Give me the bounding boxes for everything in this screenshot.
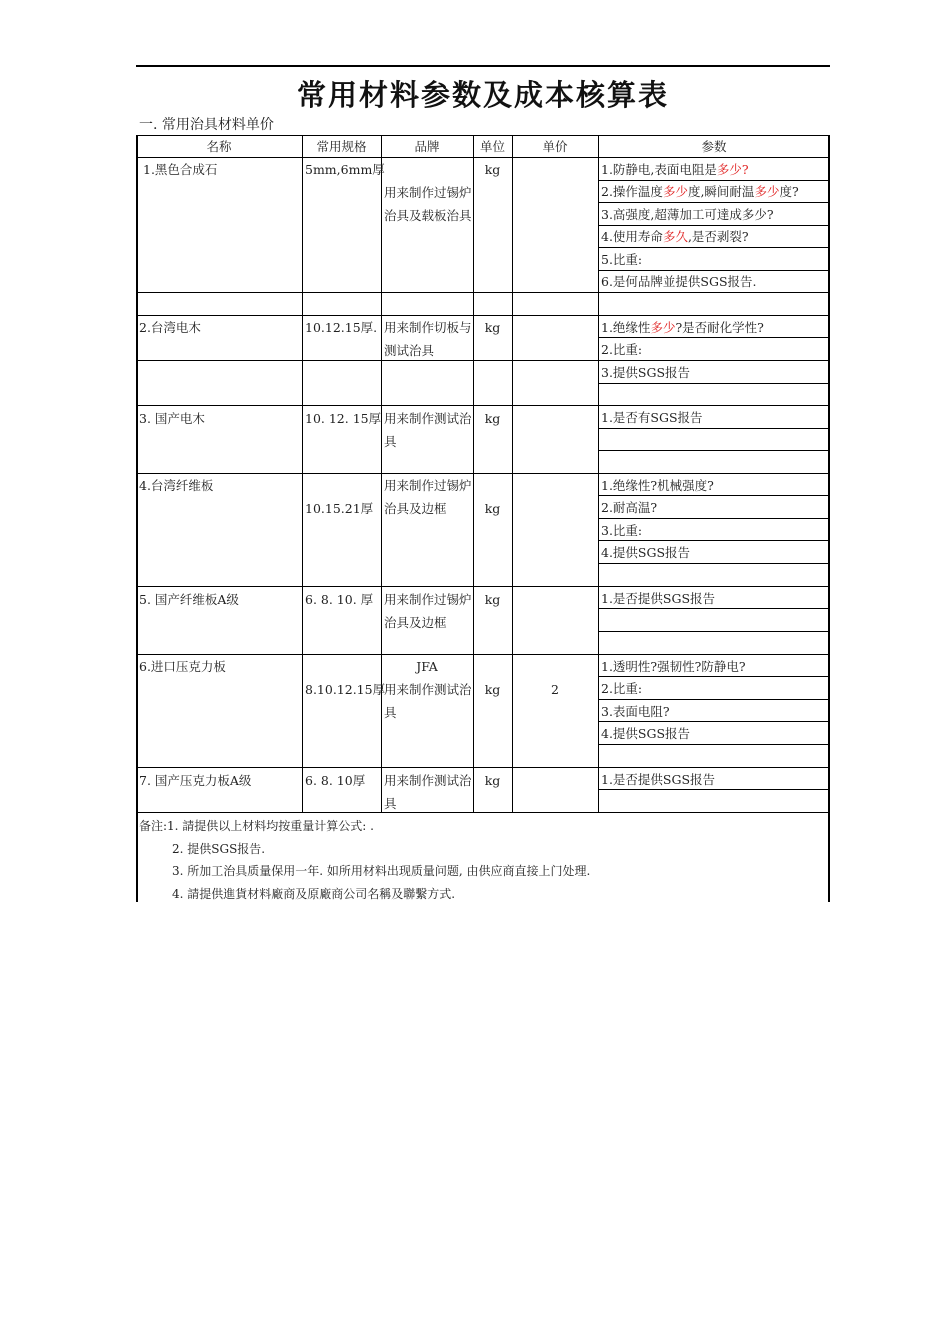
param-item: 2.比重: [601,681,643,696]
param-item: 4.提供SGS报告 [601,545,691,560]
material-brand: 用来制作测试治具 [384,773,472,811]
material-brand: 用来制作切板与测试治具 [384,320,472,358]
column-divider [512,135,513,812]
material-unit: kg [484,682,501,697]
column-divider [598,135,599,812]
material-unit: kg [484,411,501,426]
note-line: 4. 請提供進貨材料廠商及原廠商公司名稱及聯繫方式. [172,887,456,901]
header-name: 名称 [206,139,232,154]
top-rule [136,65,830,67]
material-name: 2.台湾电木 [139,320,201,335]
material-price: 2 [551,682,559,697]
row-line [598,450,830,451]
param-item: 2.耐高温? [601,500,658,515]
row-line [136,767,830,768]
column-divider [302,135,303,812]
column-divider [381,135,382,812]
param-item: 5.比重: [601,252,643,267]
param-item: 1.透明性?强韧性?防静电? [601,659,746,674]
material-spec: 10.15.21厚 [305,501,374,516]
material-brand: 用来制作测试治具 [384,411,472,449]
param-item: 1.是否有SGS报告 [601,410,703,425]
param-item: 1.是否提供SGS报告 [601,772,716,787]
material-spec: 5mm,6mm厚 [305,162,385,177]
param-item: 4.提供SGS报告 [601,726,691,741]
material-name: 5. 国产纤维板A级 [139,592,239,607]
material-brand: 用来制作过锡炉治具及边框 [384,478,472,516]
row-line [136,586,830,587]
header-price: 单价 [542,139,568,154]
param-item: 1.绝缘性?机械强度? [601,478,714,493]
param-item: 4.使用寿命多久,是否剥裂? [601,229,749,244]
material-spec: 10.12.15厚. [305,320,378,335]
header-brand: 品牌 [414,139,440,154]
param-item: 2.操作温度多少度,瞬间耐温多少度? [601,184,799,199]
header-unit: 单位 [479,139,505,154]
notes-top-line [136,812,830,813]
row-line [136,473,830,474]
row-line [598,631,830,632]
param-item: 3.比重: [601,523,643,538]
param-item: 6.是何品牌並提供SGS报告. [601,274,757,289]
header-params: 参数 [701,139,727,154]
material-unit: kg [484,592,501,607]
note-line: 3. 所加工治具质量保用一年. 如所用材料出现质量问题, 由供应商直接上门处理. [172,864,591,878]
material-brand-name: JFA [416,659,438,674]
material-spec: 8.10.12.15厚 [305,682,386,697]
material-unit: kg [484,501,501,516]
row-line [136,405,830,406]
param-item: 3.高强度,超薄加工可達成多少? [601,207,774,222]
material-spec: 10. 12. 15厚 [305,411,382,426]
document-title: 常用材料参数及成本核算表 [296,78,669,112]
material-brand: 用来制作过锡炉治具及边框 [384,592,472,630]
material-unit: kg [484,773,501,788]
material-name: 4.台湾纤维板 [139,478,214,493]
material-name: 6.进口压克力板 [139,659,226,674]
note-line: 2. 提供SGS报告. [172,842,266,856]
material-unit: kg [484,162,501,177]
param-item: 1.是否提供SGS报告 [601,591,716,606]
param-item: 2.比重: [601,342,643,357]
material-name: 3. 国产电木 [139,411,205,426]
column-divider [473,135,474,812]
material-brand: 用来制作测试治具 [384,682,472,720]
table-border-right [828,135,830,902]
param-item: 3.提供SGS报告 [601,365,691,380]
section-heading: 一. 常用治具材料单价 [139,117,274,133]
table-border-left [136,135,138,902]
param-item: 3.表面电阻? [601,704,670,719]
material-unit: kg [484,320,501,335]
param-item: 1.绝缘性多少?是否耐化学性? [601,320,764,335]
materials-table [136,135,830,902]
material-name: 7. 国产压克力板A级 [139,773,252,788]
material-spec: 6. 8. 10. 厚 [305,592,374,607]
param-item: 1.防静电,表面电阻是多少? [601,162,749,177]
material-brand: 用来制作过锡炉治具及载板治具 [384,185,472,223]
header-spec: 常用规格 [316,139,367,154]
material-spec: 6. 8. 10厚 [305,773,366,788]
row-line [136,360,830,361]
note-line: 备注:1. 請提供以上材料均按重量计算公式: . [139,819,374,833]
material-name: 1.黑色合成石 [143,162,218,177]
